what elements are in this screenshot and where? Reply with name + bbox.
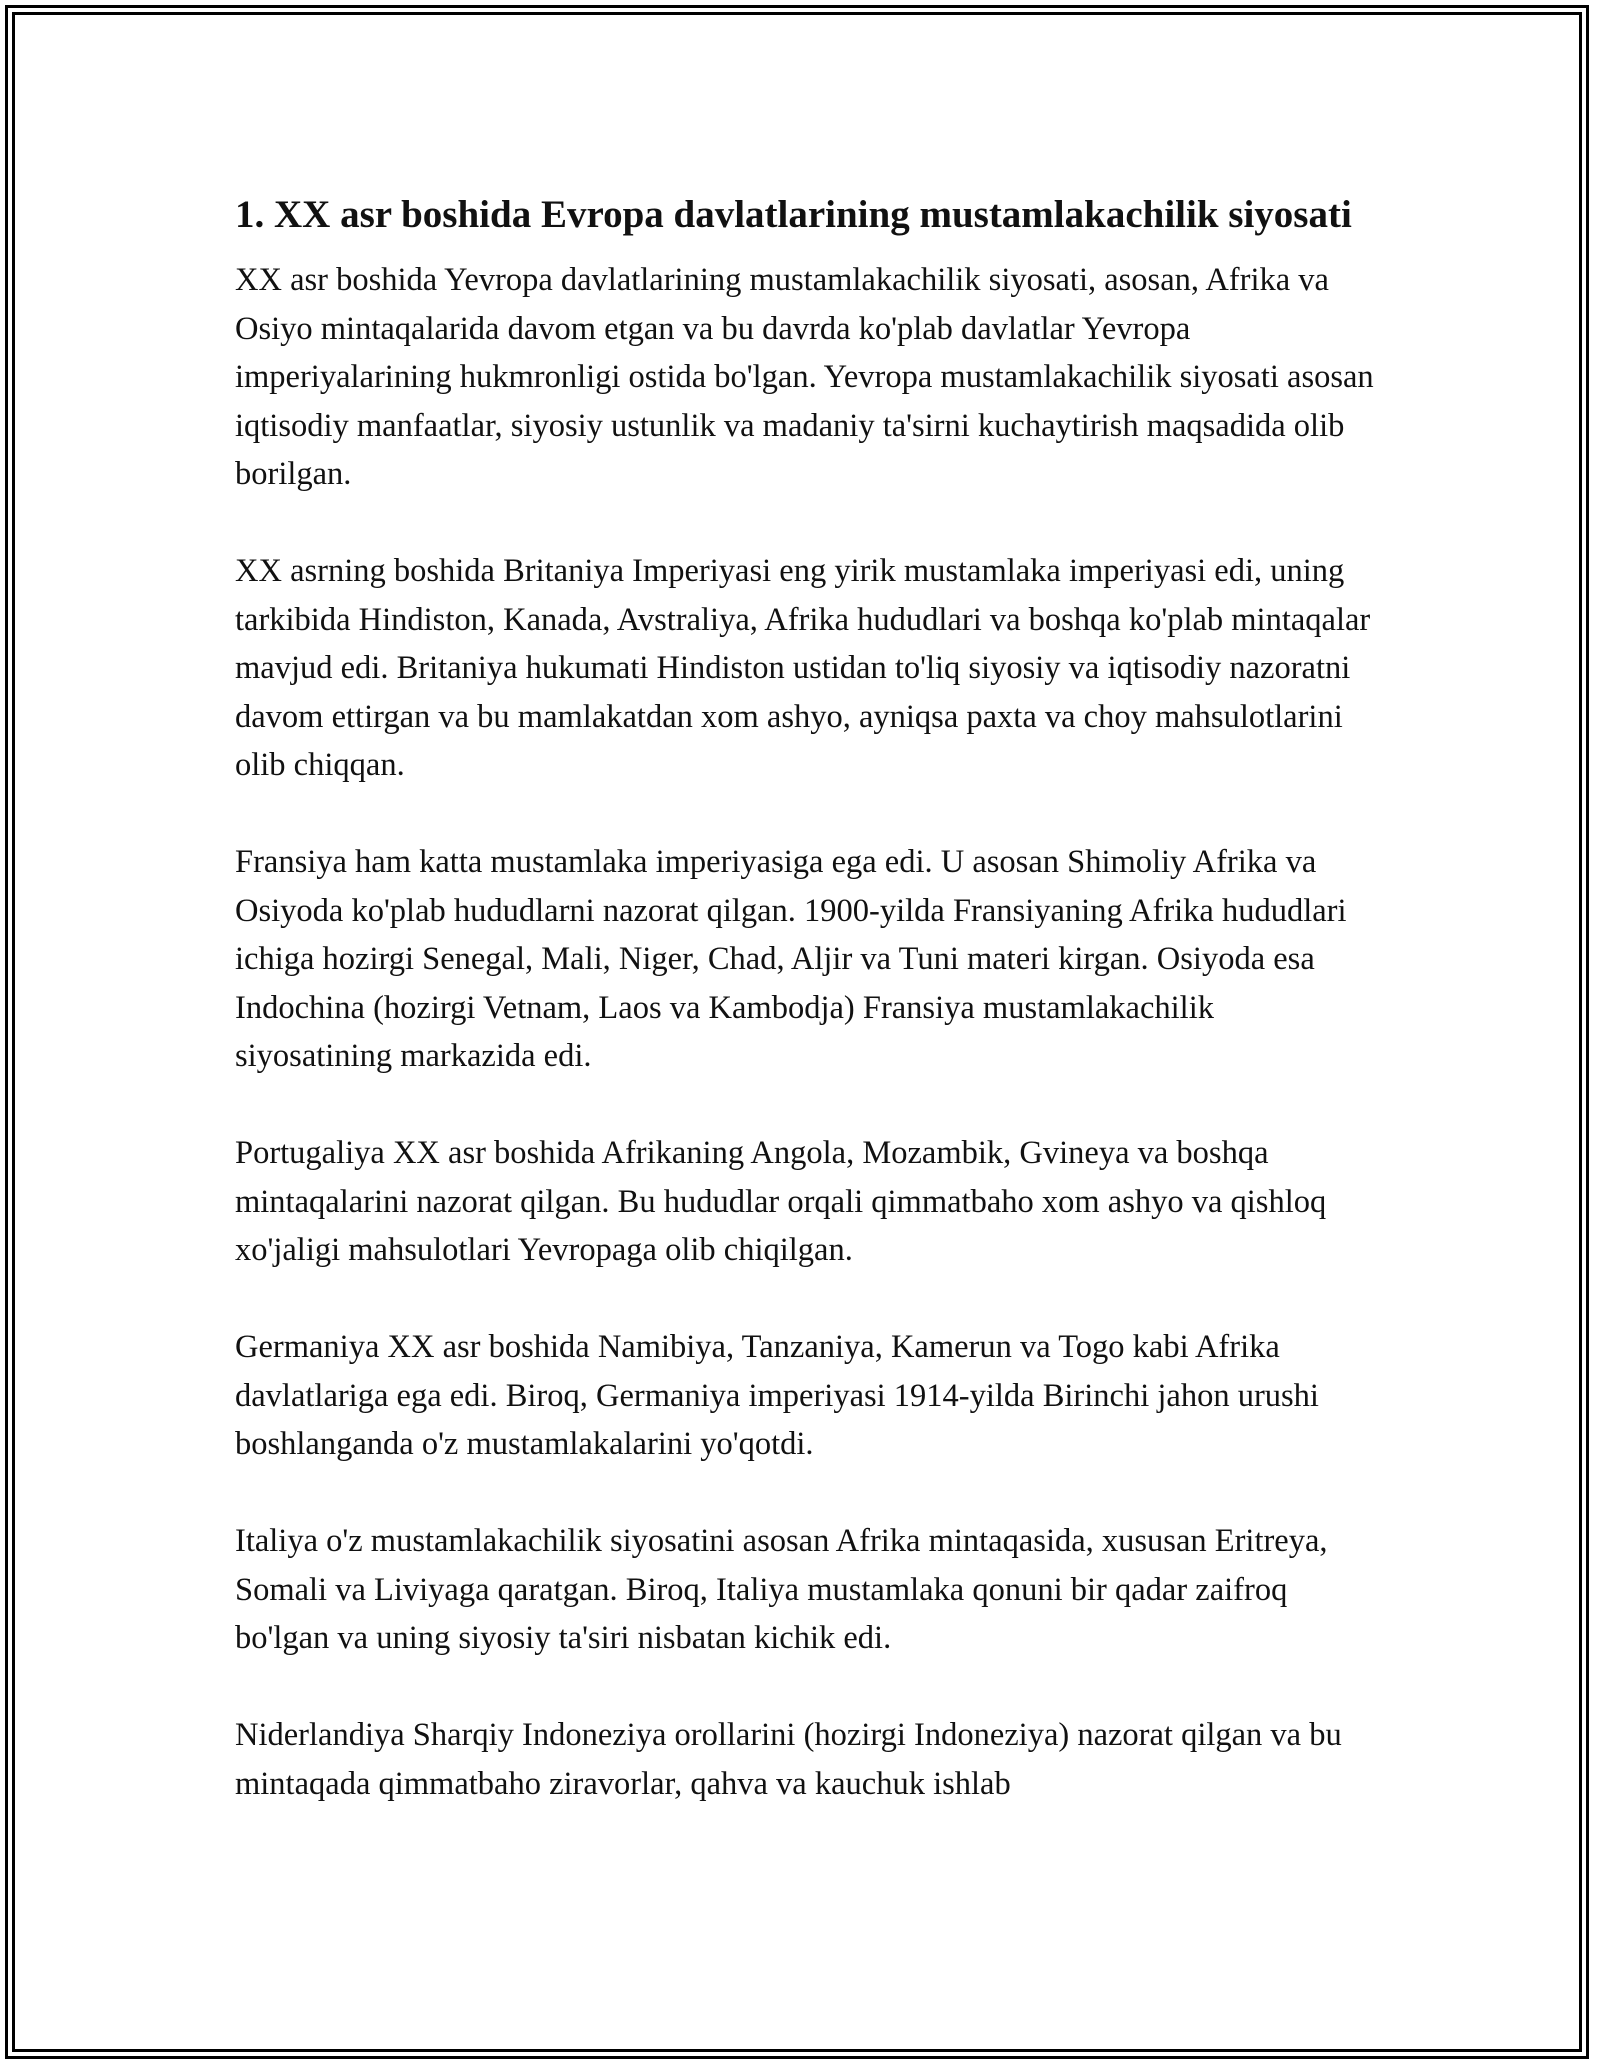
paragraph-italy: Italiya o'z mustamlakachilik siyosatini asosan Afrika mintaqasida, xususan Eritreya, Somali va Liviyaga qaratgan. Biroq, Italiya mustamlaka qonuni bir qadar zaifroq bo'lgan va uning siyosiy ta'siri nisbatan kichik edi. bbox=[235, 1523, 1328, 1656]
paragraph-intro: XX asr boshida Yevropa davlatlarining mustamlakachilik siyosati, asosan, Afrika va Osiyo mintaqalarida davom etgan va bu davrda ko'plab davlatlar Yevropa imperiyalarining hukmronligi ostida bo'lgan. Yevropa mustamlakachilik siyosati asosan iqtisodiy manfaatlar, siyosiy ustunlik va madaniy ta'sirni kuchaytirish maqsadida olib borilgan. bbox=[235, 262, 1374, 492]
paragraph-france: Fransiya ham katta mustamlaka imperiyasiga ega edi. U asosan Shimoliy Afrika va Osiyoda ko'plab hududlarni nazorat qilgan. 1900-yilda Fransiyaning Afrika hududlari ichiga hozirgi Senegal, Mali, Niger, Chad, Aljir va Tuni materi kirgan. Osiyoda esa Indochina (hozirgi Vetnam, Laos va Kambodja) Fransiya mustamlakachilik siyosatining markazida edi. bbox=[235, 844, 1347, 1074]
document-title: 1. XX asr boshida Evropa davlatlarining mustamlakachilik siyosati bbox=[235, 193, 1352, 236]
document-content bbox=[235, 188, 1375, 1857]
paragraph-netherlands: Niderlandiya Sharqiy Indoneziya orollarini (hozirgi Indoneziya) nazorat qilgan va bu mintaqada qimmatbaho ziravorlar, qahva va kauchuk ishlab bbox=[235, 1717, 1342, 1802]
paragraph-britain: XX asrning boshida Britaniya Imperiyasi eng yirik mustamlaka imperiyasi edi, uning tarkibida Hindiston, Kanada, Avstraliya, Afrika hududlari va boshqa ko'plab mintaqalar mavjud edi. Britaniya hukumati Hindiston ustidan to'liq siyosiy va iqtisodiy nazoratni davom ettirgan va bu mamlakatdan xom ashyo, ayniqsa paxta va choy mahsulotlarini olib chiqqan. bbox=[235, 553, 1371, 783]
paragraph-germany: Germaniya XX asr boshida Namibiya, Tanzaniya, Kamerun va Togo kabi Afrika davlatlariga ega edi. Biroq, Germaniya imperiyasi 1914-yilda Birinchi jahon urushi boshlanganda o'z mustamlakalarini yo'qotdi. bbox=[235, 1329, 1319, 1462]
paragraph-portugal: Portugaliya XX asr boshida Afrikaning Angola, Mozambik, Gvineya va boshqa mintaqalarini nazorat qilgan. Bu hududlar orqali qimmatbaho xom ashyo va qishloq xo'jaligi mahsulotlari Yevropaga olib chiqilgan. bbox=[235, 1135, 1327, 1268]
